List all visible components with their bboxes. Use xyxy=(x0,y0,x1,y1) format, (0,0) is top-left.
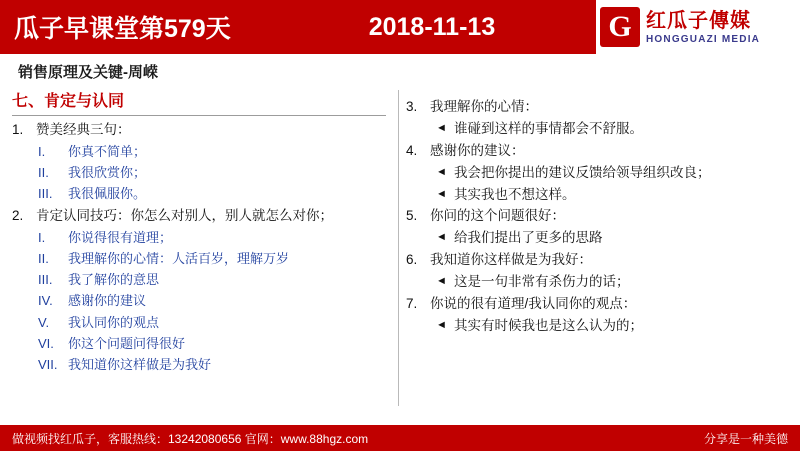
arrow-bullet-icon: ◄ xyxy=(436,187,447,200)
list-item xyxy=(406,99,800,116)
footer-contact-text: 做视频找红瓜子，客服热线：13242080656 官网：www.88hgz.com xyxy=(12,431,369,446)
right-column xyxy=(398,88,800,418)
list-marker: III. xyxy=(38,186,53,202)
header-title: 瓜子早课堂第579天 xyxy=(14,15,231,43)
list-marker: I. xyxy=(38,143,46,159)
list-text: 我知道你这样做是为我好 xyxy=(68,357,212,372)
list-marker: 2. xyxy=(12,207,24,223)
logo-text xyxy=(646,10,760,45)
list-text: 我了解你的意思 xyxy=(68,272,160,287)
arrow-bullet-icon: ◄ xyxy=(436,231,447,244)
list-marker: V. xyxy=(38,314,50,330)
list-item xyxy=(38,186,398,202)
list-text: 给我们提出了更多的思路 xyxy=(454,230,603,246)
list-item xyxy=(436,274,800,291)
list-text: 我会把你提出的建议反馈给领导组织改良； xyxy=(454,164,711,180)
list-marker: IV. xyxy=(38,293,53,309)
brand-logo xyxy=(596,0,800,54)
logo-chinese-name: 红瓜子傳媒 xyxy=(646,9,751,32)
arrow-bullet-icon: ◄ xyxy=(436,275,447,287)
list-item xyxy=(436,165,800,182)
list-marker: II. xyxy=(38,250,49,266)
list-text: 我理解你的心情：人活百岁，理解万岁 xyxy=(68,250,290,266)
list-marker: II. xyxy=(38,165,49,181)
list-text: 肯定认同技巧：你怎么对别人，别人就怎么对你； xyxy=(36,207,333,223)
list-text: 我很佩服你。 xyxy=(68,186,147,202)
list-text: 你说得很有道理； xyxy=(68,229,173,245)
list-marker: VI. xyxy=(38,335,54,351)
list-item xyxy=(436,318,800,335)
list-text: 我认同你的观点 xyxy=(68,314,160,330)
list-marker: VII. xyxy=(38,357,58,372)
list-text: 你说的很有道理/我认同你的观点： xyxy=(430,295,637,311)
list-item xyxy=(12,208,398,225)
section-underline xyxy=(12,115,386,116)
list-item xyxy=(436,187,800,204)
list-text: 你这个问题问得很好 xyxy=(68,335,186,351)
slide-subtitle: 销售原理及关键-周嵘 xyxy=(18,64,158,81)
logo-glyph-icon: G xyxy=(600,7,640,47)
slide-body xyxy=(0,88,800,418)
list-marker: III. xyxy=(38,272,53,287)
list-marker: 4. xyxy=(406,142,418,158)
list-text: 我知道你这样做是为我好： xyxy=(430,252,592,268)
list-text: 谁碰到这样的事情都会不舒服。 xyxy=(454,120,643,136)
list-text: 我理解你的心情： xyxy=(430,99,538,114)
list-item xyxy=(406,296,800,313)
list-item xyxy=(38,165,398,181)
list-marker: 7. xyxy=(406,295,418,311)
list-text: 感谢你的建议 xyxy=(68,293,147,309)
list-text: 其实我也不想这样。 xyxy=(454,186,576,202)
list-item xyxy=(406,252,800,269)
list-item xyxy=(406,208,800,225)
list-item xyxy=(406,143,800,160)
list-marker: 1. xyxy=(12,122,24,137)
list-item xyxy=(38,230,398,246)
list-item xyxy=(436,230,800,247)
slide-header xyxy=(0,0,800,54)
list-text: 其实有时候我也是这么认为的； xyxy=(454,317,643,333)
slide-footer xyxy=(0,425,800,451)
column-divider xyxy=(398,90,399,406)
left-column xyxy=(0,88,398,418)
section-heading: 七、肯定与认同 xyxy=(12,93,125,110)
list-text: 赞美经典三句： xyxy=(36,122,131,137)
list-item xyxy=(38,336,398,352)
arrow-bullet-icon: ◄ xyxy=(436,121,447,134)
list-item xyxy=(38,293,398,309)
list-text: 这是一句非常有杀伤力的话； xyxy=(454,274,630,289)
logo-english-name: HONGGUAZI MEDIA xyxy=(646,33,761,45)
header-date: 2018-11-13 xyxy=(368,12,496,41)
arrow-bullet-icon: ◄ xyxy=(436,318,447,331)
list-marker: 5. xyxy=(406,208,418,224)
list-text: 你问的这个问题很好： xyxy=(430,208,565,224)
list-item xyxy=(38,272,398,288)
list-text: 我很欣赏你； xyxy=(68,165,147,181)
arrow-bullet-icon: ◄ xyxy=(436,165,447,178)
list-item xyxy=(436,121,800,138)
list-item xyxy=(12,122,398,139)
list-text: 你真不简单； xyxy=(68,143,147,159)
footer-slogan: 分享是一种美德 xyxy=(703,431,788,446)
list-marker: 3. xyxy=(406,99,418,114)
list-item xyxy=(38,251,398,267)
list-marker: I. xyxy=(38,229,46,245)
list-item xyxy=(38,144,398,160)
list-item xyxy=(38,315,398,331)
list-marker: 6. xyxy=(406,252,418,268)
list-text: 感谢你的建议： xyxy=(430,142,525,158)
list-item xyxy=(38,357,398,373)
